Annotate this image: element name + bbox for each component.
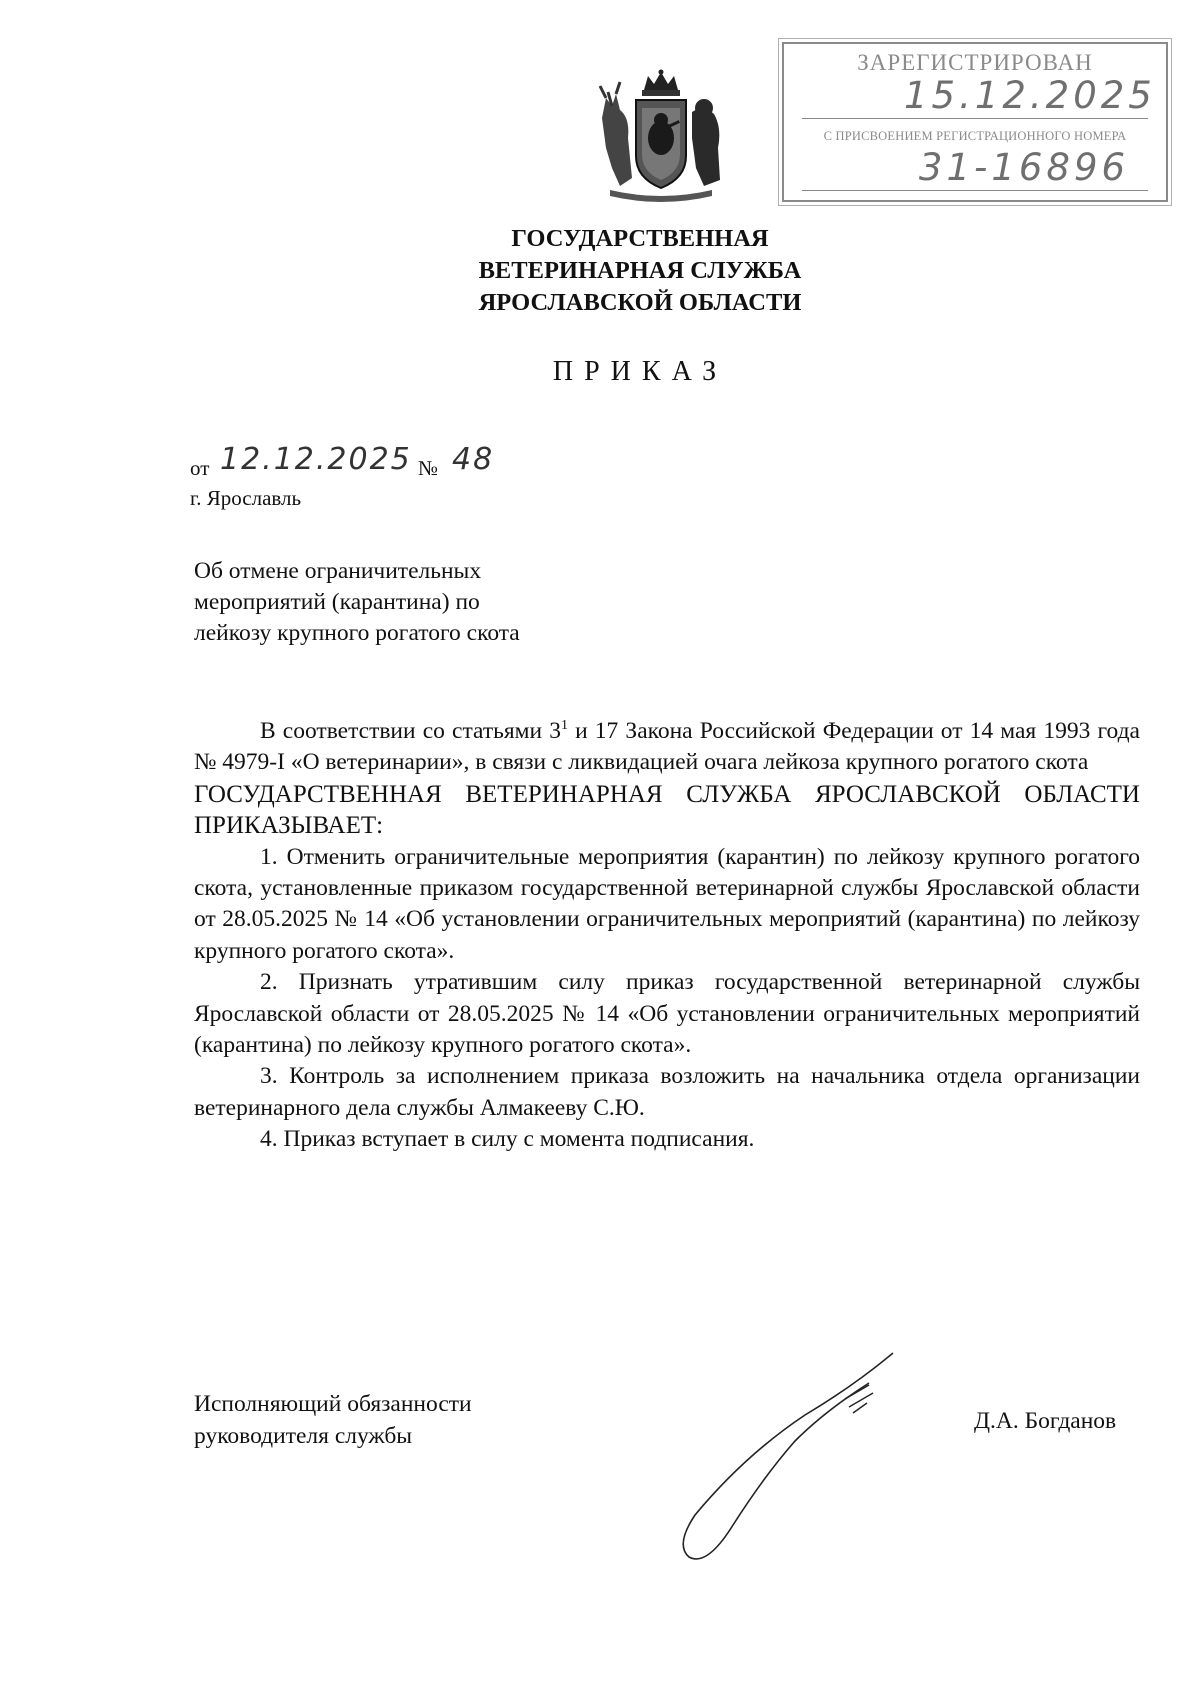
coat-of-arms-emblem bbox=[592, 68, 730, 206]
order-item: 1. Отменить ограничительные мероприятия (карантин) по лейкозу крупного рогатого скота, установленные приказом государственной ветеринарной службы Ярославской области от 28.05.2025 № 14 «Об установлении ограничительных мероприятий (карантина) по лейкозу крупного рогатого скота». bbox=[194, 843, 1140, 964]
signatory-name: Д.А. Богданов bbox=[974, 1408, 1117, 1434]
document-city: г. Ярославль bbox=[190, 486, 302, 510]
stamp-number: 31-16896 bbox=[918, 146, 1130, 189]
org-line: ЯРОСЛАВСКОЙ ОБЛАСТИ bbox=[478, 289, 802, 316]
order-item: 2. Признать утратившим силу приказ государственной ветеринарной службы Ярославской области от 28.05.2025 № 14 «Об установлении ограничительных мероприятий (карантина) по лейкозу крупного рогатого скота». bbox=[194, 969, 1140, 1059]
document-body bbox=[194, 716, 1140, 1156]
document-dateline bbox=[190, 442, 520, 480]
subject-line: Об отмене ограничительных bbox=[194, 558, 482, 584]
preamble-paragraph bbox=[194, 716, 1140, 779]
stamp-subtitle: С ПРИСВОЕНИЕМ РЕГИСТРАЦИОННОГО НОМЕРА bbox=[823, 129, 1127, 143]
handwritten-signature bbox=[655, 1345, 915, 1565]
stamp-divider bbox=[802, 190, 1148, 191]
stamp-date: 15.12.2025 bbox=[904, 74, 1156, 117]
date-from-label: от bbox=[190, 456, 210, 480]
position-line: руководителя службы bbox=[194, 1423, 413, 1449]
document-date: 12.12.2025 bbox=[220, 442, 412, 477]
organization-name bbox=[400, 223, 880, 319]
order-item: 3. Контроль за исполнением приказа возложить на начальника отдела организации ветеринарного дела службы Алмакееву С.Ю. bbox=[194, 1063, 1140, 1121]
position-line: Исполняющий обязанности bbox=[194, 1391, 472, 1417]
subject-line: мероприятий (карантина) по bbox=[194, 589, 480, 615]
preamble-superscript: 1 bbox=[560, 718, 568, 733]
stamp-title: ЗАРЕГИСТРИРОВАН bbox=[857, 50, 1093, 75]
order-item: 4. Приказ вступает в силу с момента подписания. bbox=[260, 1126, 755, 1153]
document-number: 48 bbox=[452, 442, 495, 477]
org-line: ВЕТЕРИНАРНАЯ СЛУЖБА bbox=[478, 257, 802, 284]
document-subject bbox=[194, 556, 614, 649]
registration-stamp bbox=[782, 42, 1168, 202]
org-line: ГОСУДАРСТВЕННАЯ bbox=[511, 225, 769, 252]
orders-statement: ГОСУДАРСТВЕННАЯ ВЕТЕРИНАРНАЯ СЛУЖБА ЯРОСЛАВСКОЙ ОБЛАСТИ ПРИКАЗЫВАЕТ: bbox=[194, 780, 1140, 840]
signatory-position bbox=[194, 1388, 472, 1452]
stamp-divider bbox=[802, 118, 1148, 119]
subject-line: лейкозу крупного рогатого скота bbox=[194, 620, 520, 646]
document-type: ПРИКАЗ bbox=[552, 356, 728, 387]
number-label: № bbox=[418, 456, 439, 480]
preamble-text: В соответствии со статьями 3 bbox=[260, 718, 561, 744]
preamble-text-cont: и 17 Закона Российской Федерации от 14 мая 1993 года № 4979-I «О ветеринарии», в связи с ликвидацией очага лейкоза крупного рогатого скота bbox=[194, 718, 1140, 776]
